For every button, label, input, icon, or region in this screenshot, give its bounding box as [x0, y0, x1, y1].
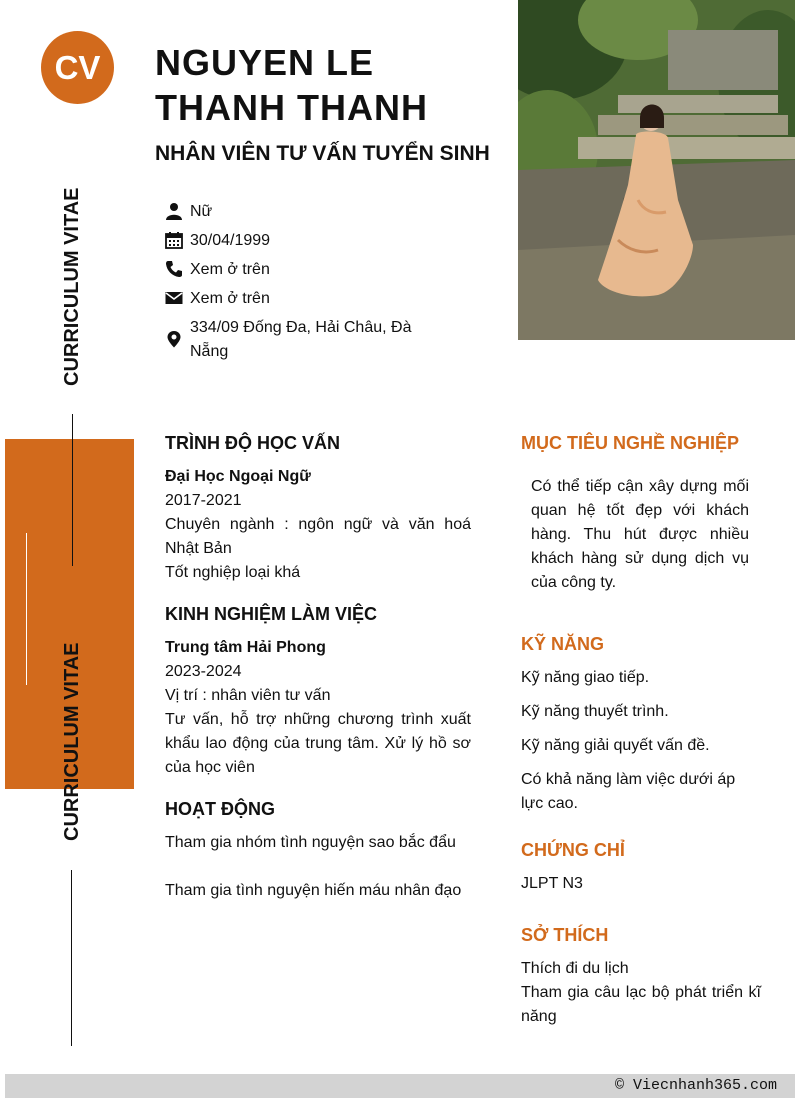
dob-value: 30/04/1999: [190, 232, 271, 249]
cv-badge: CV: [41, 31, 114, 104]
candidate-position: NHÂN VIÊN TƯ VẤN TUYỂN SINH: [155, 142, 490, 165]
certificates-title: CHỨNG CHỈ: [521, 840, 625, 860]
phone-value: Xem ở trên: [190, 261, 270, 278]
email-value: Xem ở trên: [190, 290, 270, 307]
vertical-label-bottom: CURRICULUM VITAE: [61, 642, 83, 841]
activities-title: HOẠT ĐỘNG: [165, 799, 275, 819]
calendar-icon: [165, 231, 183, 249]
info-phone: [165, 258, 270, 282]
person-icon: [165, 202, 183, 220]
location-pin-icon: [165, 330, 183, 348]
skill-item: Có khả năng làm việc dưới áp lực cao.: [521, 771, 736, 812]
profile-photo: [518, 0, 795, 340]
footer-bar: [5, 1074, 795, 1098]
education-years: 2017-2021: [165, 492, 242, 509]
hobby-item: Thích đi du lịch: [521, 960, 629, 977]
education-title: TRÌNH ĐỘ HỌC VẤN: [165, 433, 340, 453]
activity-item: Tham gia nhóm tình nguyện sao bắc đẩu: [165, 834, 456, 851]
divider-line-white: [26, 533, 27, 685]
experience-description: Tư vấn, hỗ trợ những chương trình xuất khẩu lao động của trung tâm. Xử lý hồ sơ của học viên: [165, 711, 471, 776]
education-school: Đại Học Ngoại Ngữ: [165, 468, 311, 485]
experience-role: Vị trí : nhân viên tư vấn: [165, 687, 331, 704]
divider-line-bottom: [71, 870, 72, 1046]
phone-icon: [165, 260, 183, 278]
experience-title: KINH NGHIỆM LÀM VIỆC: [165, 604, 378, 624]
vertical-label-top: CURRICULUM VITAE: [61, 187, 83, 386]
info-email: [165, 287, 270, 311]
address-value: 334/09 Đống Đa, Hải Châu, Đà Nẵng: [190, 319, 412, 360]
hobbies-title: SỞ THÍCH: [521, 925, 609, 945]
objective-text: Có thể tiếp cận xây dựng mối quan hệ tốt đẹp với khách hàng. Thu hút được nhiều khách hàng sử dụng dịch vụ của công ty.: [531, 478, 749, 591]
experience-years: 2023-2024: [165, 663, 242, 680]
experience-company: Trung tâm Hải Phong: [165, 639, 326, 656]
profile-photo-image: [518, 0, 795, 340]
education-result: Tốt nghiệp loại khá: [165, 564, 301, 581]
candidate-name: NGUYEN LE THANH THANH: [155, 42, 428, 128]
info-address: [165, 316, 435, 364]
footer-copyright: © Viecnhanh365.com: [614, 1077, 777, 1094]
gender-value: Nữ: [190, 203, 213, 220]
activity-item: Tham gia tình nguyện hiến máu nhân đạo: [165, 882, 462, 899]
certificate-item: JLPT N3: [521, 875, 583, 892]
skill-item: Kỹ năng thuyết trình.: [521, 703, 669, 720]
skills-title: KỸ NĂNG: [521, 634, 605, 654]
divider-line-overlay: [72, 414, 73, 566]
skill-item: Kỹ năng giao tiếp.: [521, 669, 650, 686]
hobby-item: Tham gia câu lạc bộ phát triển kĩ năng: [521, 984, 761, 1025]
education-major: Chuyên ngành : ngôn ngữ và văn hoá Nhật Bản: [165, 516, 471, 557]
objective-title: MỤC TIÊU NGHỀ NGHIỆP: [521, 433, 740, 453]
info-gender: [165, 200, 212, 224]
mail-icon: [165, 289, 183, 307]
skill-item: Kỹ năng giải quyết vấn đề.: [521, 737, 710, 754]
info-dob: [165, 229, 270, 253]
